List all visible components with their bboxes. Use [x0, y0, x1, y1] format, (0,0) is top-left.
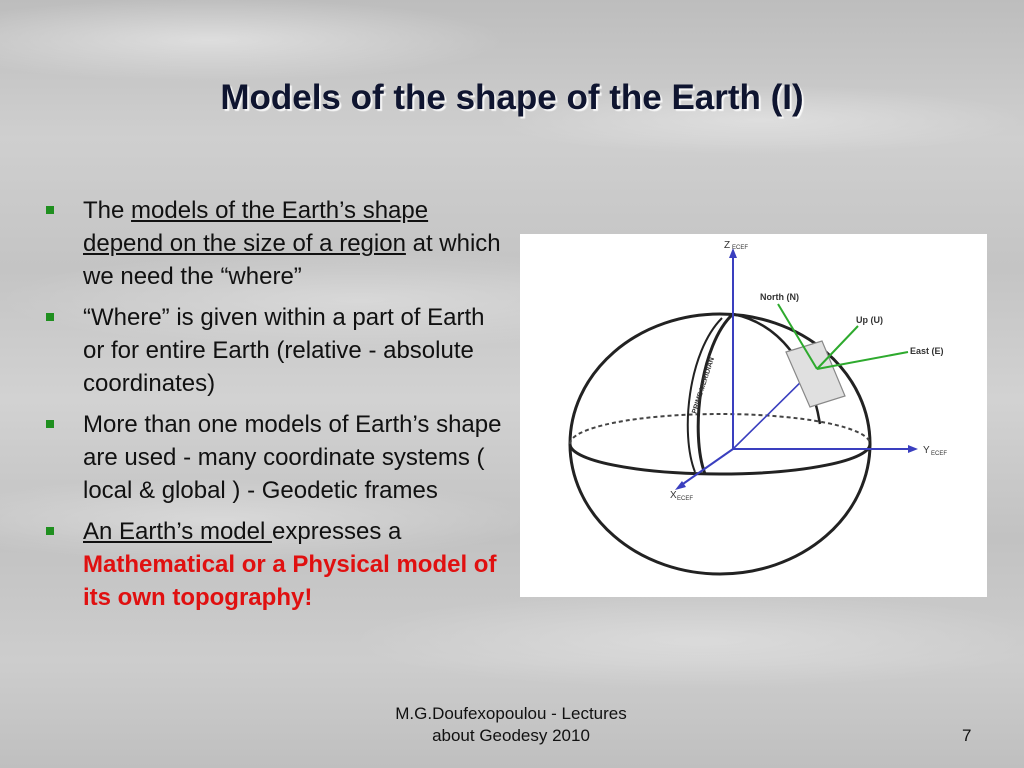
bullet-square-icon — [46, 313, 54, 321]
y-axis-arrow — [908, 445, 918, 453]
bullet-item: An Earth’s model expresses a Mathematical or a Physical model of its own topography! — [44, 515, 504, 614]
highlighted-phrase: Mathematical or a Physical model of its own topography! — [83, 551, 497, 611]
y-axis-label: Y — [923, 445, 930, 456]
x-axis-subscript: ECEF — [677, 496, 694, 502]
meridian-label: PRIME MERIDIAN — [691, 356, 717, 415]
z-axis-subscript: ECEF — [732, 245, 749, 251]
bullet-item: The models of the Earth’s shape depend on the size of a region at which we need the “where” — [44, 194, 504, 293]
footer-line: about Geodesy 2010 — [432, 726, 590, 745]
underlined-phrase: models of the Earth’s shape depend on the size of a region — [83, 197, 429, 257]
x-axis-label: X — [670, 490, 677, 501]
bullet-list — [44, 194, 504, 622]
up-label: Up (U) — [856, 315, 883, 325]
z-axis-label: Z — [724, 240, 731, 251]
north-label: North (N) — [760, 292, 799, 302]
ecef-diagram — [520, 234, 987, 597]
equator-back — [570, 414, 870, 444]
ecef-diagram-svg — [520, 234, 987, 597]
slide-title: Models of the shape of the Earth (I) — [220, 78, 804, 117]
bullet-square-icon — [46, 527, 54, 535]
y-axis-subscript: ECEF — [931, 451, 948, 457]
underlined-phrase: An Earth’s model — [83, 518, 272, 545]
bullet-square-icon — [46, 420, 54, 428]
bullet-item: “Where” is given within a part of Earth or for entire Earth (relative - absolute coordinates) — [44, 301, 504, 400]
page-number: 7 — [962, 726, 972, 745]
tangent-plane — [786, 341, 845, 407]
footer-line: M.G.Doufexopoulou - Lectures — [395, 704, 627, 723]
footer — [361, 703, 661, 747]
prime-meridian-inner — [688, 318, 722, 472]
x-axis-line — [680, 449, 733, 486]
bullet-square-icon — [46, 206, 54, 214]
bullet-item: More than one models of Earth’s shape are used - many coordinate systems ( local & global ) - Geodetic frames — [44, 408, 504, 507]
east-label: East (E) — [910, 346, 944, 356]
